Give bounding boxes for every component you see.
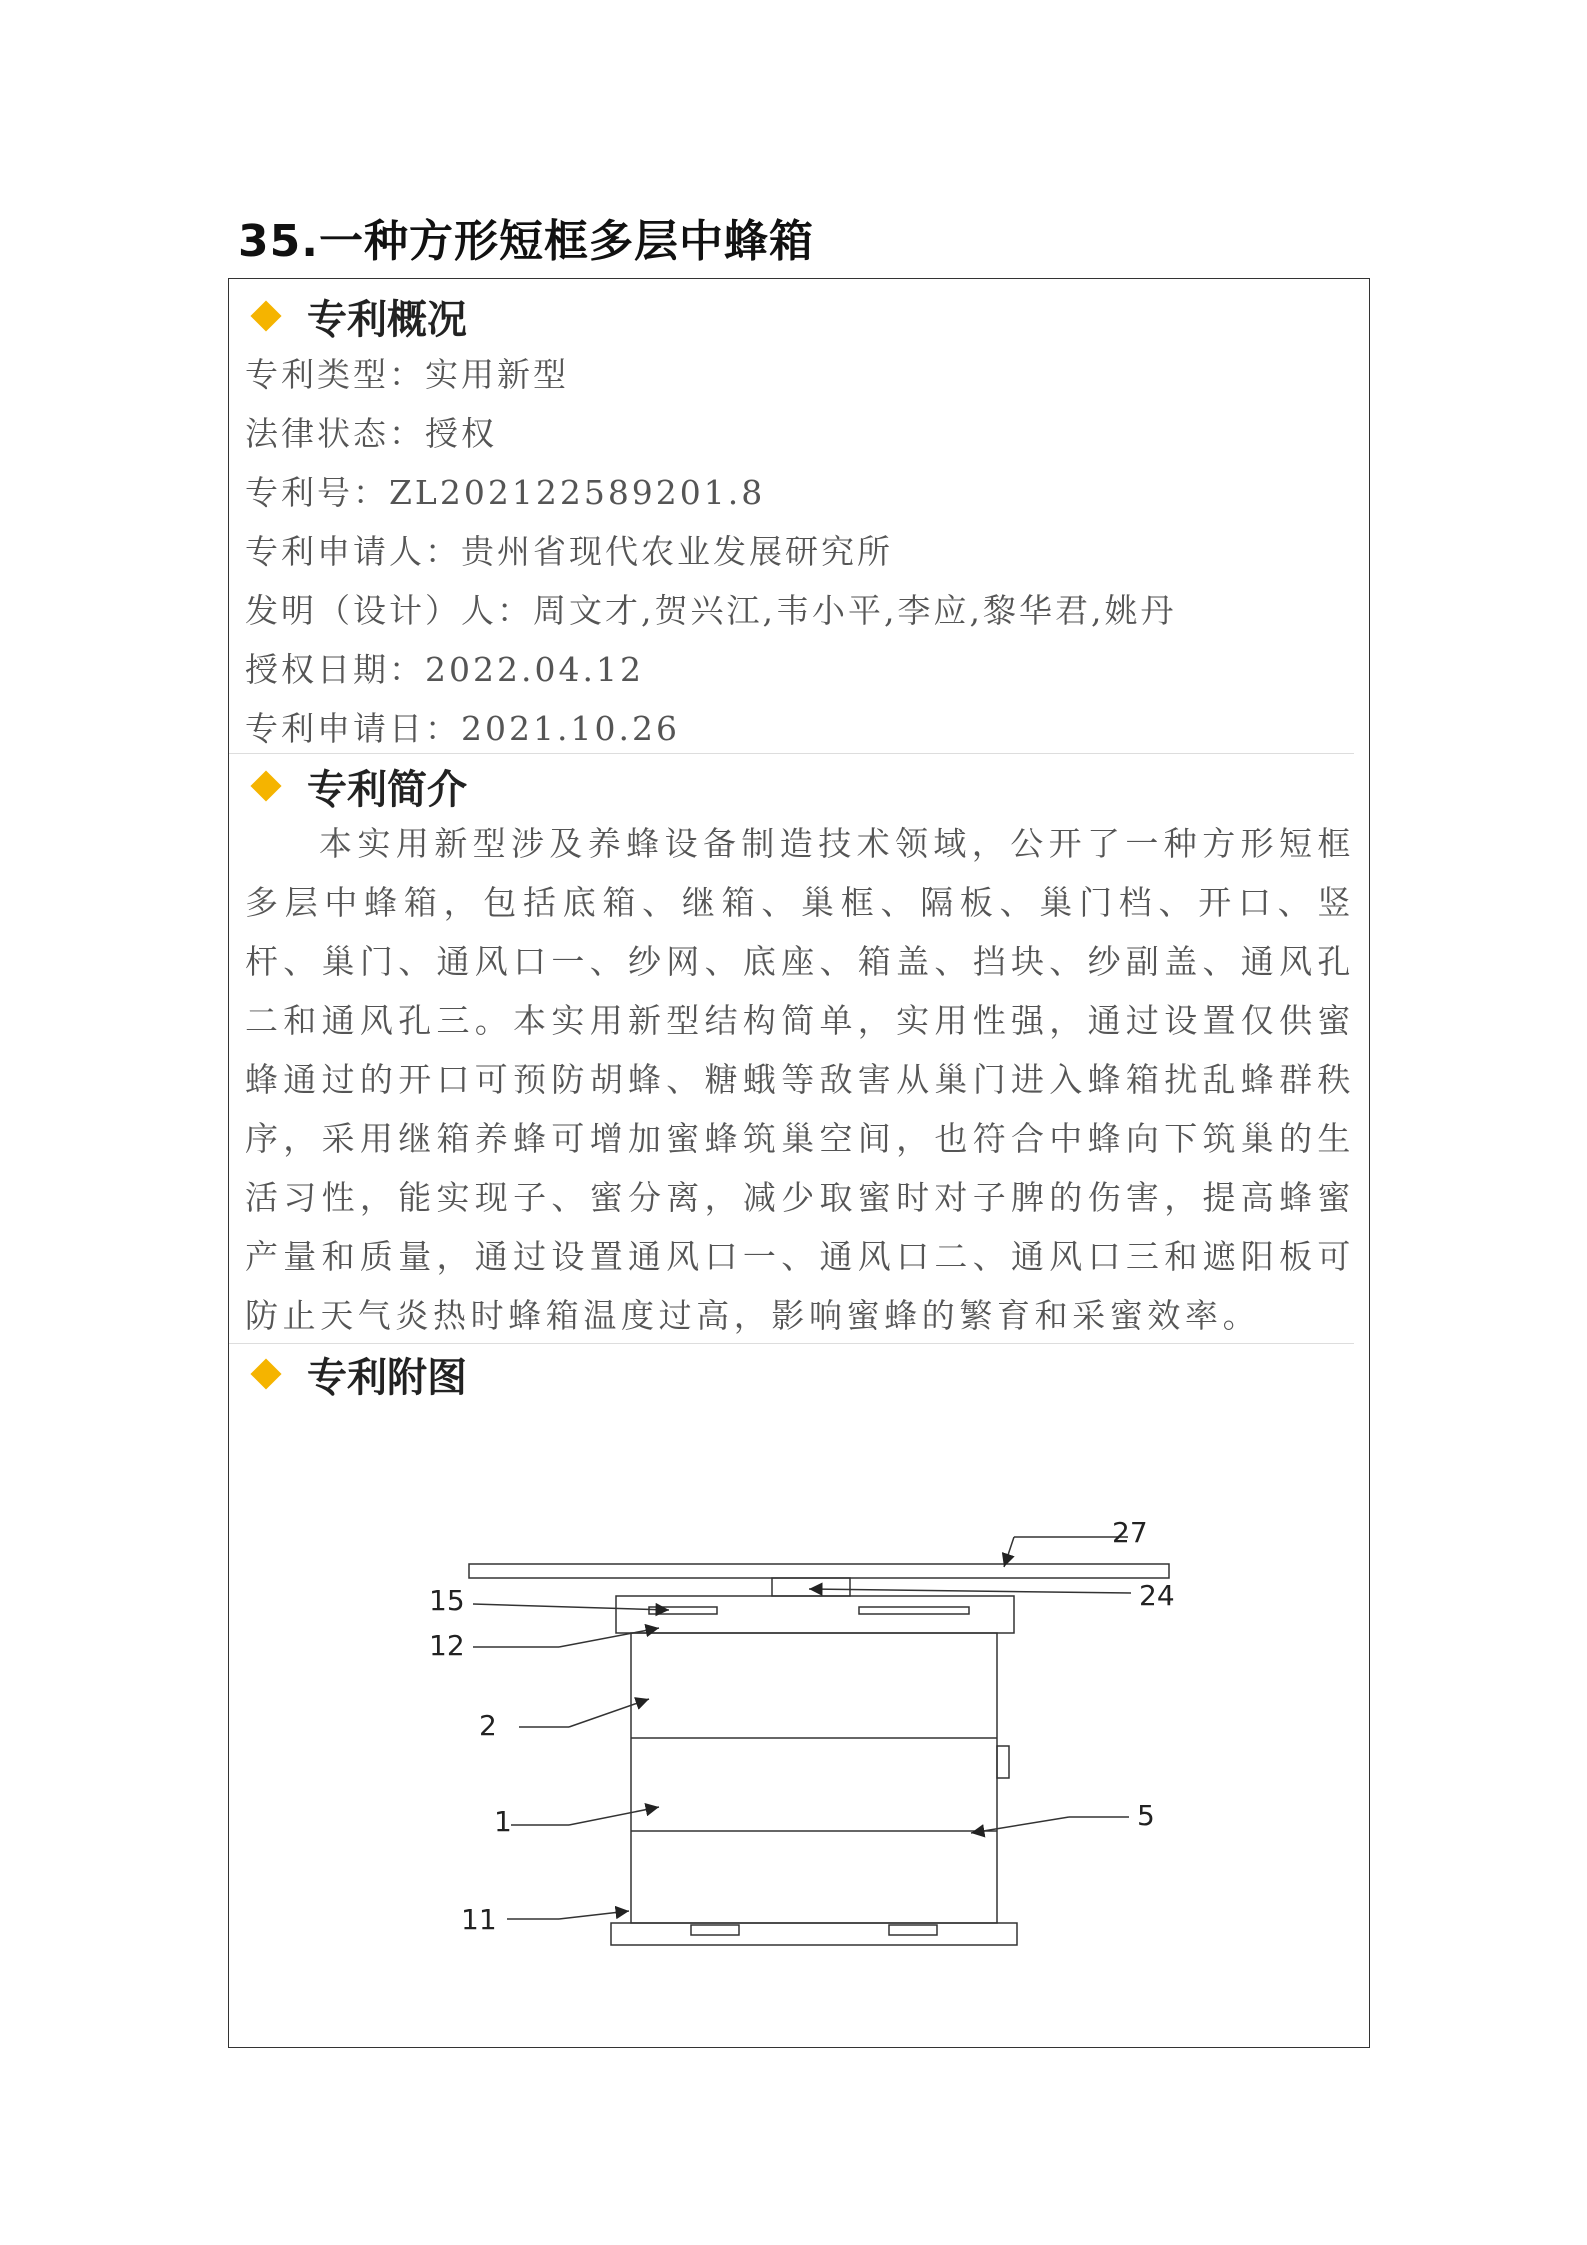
patent-drawing (229, 279, 1369, 2047)
patent-card (228, 278, 1370, 2048)
label-5: 5 (1137, 1799, 1155, 1832)
row-applicant: 专利申请人：贵州省现代农业发展研究所 (245, 532, 893, 571)
label-15: 15 (429, 1584, 465, 1617)
row-patent-number: 专利号：ZL202122589201.8 (245, 473, 766, 512)
overview-heading-text: 专利概况 (307, 296, 467, 343)
row-inventors: 发明（设计）人：周文才,贺兴江,韦小平,李应,黎华君,姚丹 (245, 591, 1177, 630)
sunshade-board (469, 1564, 1169, 1578)
page-title: 35.一种方形短框多层中蜂箱 (238, 216, 814, 267)
label-27: 27 (1112, 1516, 1148, 1549)
label-12: 12 (429, 1629, 465, 1662)
summary-paragraph: 本实用新型涉及养蜂设备制造技术领域，公开了一种方形短框多层中蜂箱，包括底箱、继箱、巢框、隔板、巢门档、开口、竖杆、巢门、通风口一、纱网、底座、箱盖、挡块、纱副盖、通风孔二和通风孔三。本实用新型结构简单，实用性强，通过设置仅供蜜蜂通过的开口可预防胡蜂、糖蛾等敌害从巢门进入蜂箱扰乱蜂群秩序，采用继箱养蜂可增加蜜蜂筑巢空间，也符合中蜂向下筑巢的生活习性，能实现子、蜜分离，减少取蜜时对子脾的伤害，提高蜂蜜产量和质量，通过设置通风口一、通风口二、通风口三和遮阳板可防止天气炎热时蜂箱温度过高，影响蜜蜂的繁育和采蜜效率。 (245, 824, 1355, 1335)
summary-heading-text: 专利简介 (307, 766, 467, 813)
side-latch (997, 1746, 1009, 1778)
label-11: 11 (461, 1903, 497, 1936)
stop-block (772, 1578, 850, 1596)
label-24: 24 (1139, 1579, 1175, 1612)
label-1: 1 (494, 1805, 512, 1838)
label-2: 2 (479, 1709, 497, 1742)
vent-slot (649, 1607, 717, 1614)
hive-base (611, 1923, 1017, 1945)
figure-heading-text: 专利附图 (307, 1354, 467, 1401)
row-grant-date: 授权日期：2022.04.12 (245, 650, 644, 689)
vent-slot (859, 1607, 969, 1614)
row-legal-status: 法律状态：授权 (245, 414, 497, 453)
row-filing-date: 专利申请日：2021.10.26 (245, 709, 680, 748)
hive-body (631, 1633, 997, 1923)
base-vent (691, 1925, 739, 1935)
row-patent-type: 专利类型：实用新型 (245, 355, 569, 394)
base-vent (889, 1925, 937, 1935)
